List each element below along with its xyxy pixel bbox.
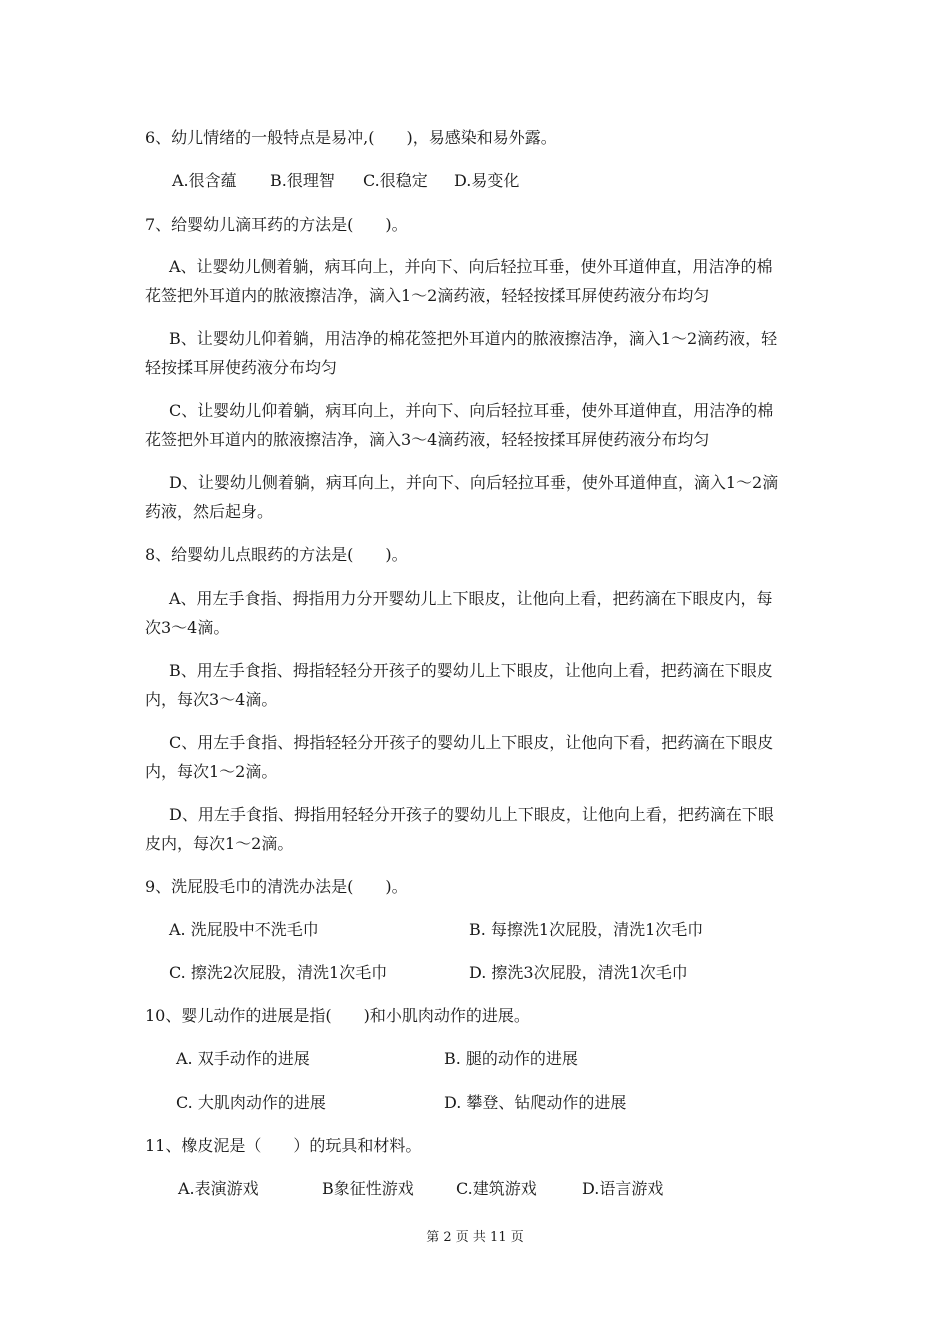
q8-option-b-line1: B、用左手食指、拇指轻轻分开孩子的婴幼儿上下眼皮，让他向上看，把药滴在下眼皮 <box>169 661 773 680</box>
q6-option-d: D.易变化 <box>454 171 520 190</box>
q8-option-d-line2: 皮内，每次1～2滴。 <box>145 834 294 853</box>
q9-option-a: A. 洗屁股中不洗毛巾 <box>169 920 319 939</box>
q7-option-a-line1: A、让婴幼儿侧着躺，病耳向上，并向下、向后轻拉耳垂，使外耳道伸直，用洁净的棉 <box>169 257 773 276</box>
q11-option-b: B象征性游戏 <box>322 1179 414 1198</box>
q11-option-a: A.表演游戏 <box>178 1179 259 1198</box>
q10-option-a: A. 双手动作的进展 <box>176 1049 310 1068</box>
q7-option-d-line2: 药液，然后起身。 <box>145 502 274 521</box>
q8-option-a-line2: 次3～4滴。 <box>145 618 230 637</box>
q6-stem: 6、幼儿情绪的一般特点是易冲,( )，易感染和易外露。 <box>145 128 557 147</box>
q10-option-d: D. 攀登、钻爬动作的进展 <box>444 1093 627 1112</box>
q9-stem: 9、洗屁股毛巾的清洗办法是( )。 <box>145 877 408 896</box>
q11-option-c: C.建筑游戏 <box>456 1179 537 1198</box>
q6-option-a: A.很含蕴 <box>172 171 237 190</box>
q11-option-d: D.语言游戏 <box>582 1179 664 1198</box>
q6-option-c: C.很稳定 <box>363 171 428 190</box>
q7-stem: 7、给婴幼儿滴耳药的方法是( )。 <box>145 215 408 234</box>
q6-option-b: B.很理智 <box>270 171 335 190</box>
q9-option-d: D. 擦洗3次屁股，清洗1次毛巾 <box>469 963 688 982</box>
q7-option-a-line2: 花签把外耳道内的脓液擦洁净，滴入1～2滴药液，轻轻按揉耳屏使药液分布均匀 <box>145 286 710 305</box>
q8-option-c-line2: 内，每次1～2滴。 <box>145 762 278 781</box>
q7-option-c-line1: C、让婴幼儿仰着躺，病耳向上，并向下、向后轻拉耳垂，使外耳道伸直，用洁净的棉 <box>169 401 774 420</box>
q7-option-b-line1: B、让婴幼儿仰着躺，用洁净的棉花签把外耳道内的脓液擦洁净，滴入1～2滴药液，轻 <box>169 329 778 348</box>
q7-option-b-line2: 轻按揉耳屏使药液分布均匀 <box>145 358 338 377</box>
q10-stem: 10、婴儿动作的进展是指( )和小肌肉动作的进展。 <box>145 1006 530 1025</box>
q7-option-d-line1: D、让婴幼儿侧着躺，病耳向上，并向下、向后轻拉耳垂，使外耳道伸直，滴入1～2滴 <box>169 473 779 492</box>
q8-option-a-line1: A、用左手食指、拇指用力分开婴幼儿上下眼皮，让他向上看，把药滴在下眼皮内，每 <box>169 589 773 608</box>
q10-option-c: C. 大肌肉动作的进展 <box>176 1093 326 1112</box>
q9-option-c: C. 擦洗2次屁股，清洗1次毛巾 <box>169 963 388 982</box>
page-number-footer: 第 2 页 共 11 页 <box>426 1230 524 1245</box>
q7-option-c-line2: 花签把外耳道内的脓液擦洁净，滴入3～4滴药液，轻轻按揉耳屏使药液分布均匀 <box>145 430 710 449</box>
q8-option-d-line1: D、用左手食指、拇指用轻轻分开孩子的婴幼儿上下眼皮，让他向上看，把药滴在下眼 <box>169 805 774 824</box>
q8-stem: 8、给婴幼儿点眼药的方法是( )。 <box>145 545 408 564</box>
q11-stem: 11、橡皮泥是（ ）的玩具和材料。 <box>145 1136 422 1155</box>
q8-option-c-line1: C、用左手食指、拇指轻轻分开孩子的婴幼儿上下眼皮，让他向下看，把药滴在下眼皮 <box>169 733 774 752</box>
q10-option-b: B. 腿的动作的进展 <box>444 1049 578 1068</box>
q9-option-b: B. 每擦洗1次屁股，清洗1次毛巾 <box>469 920 704 939</box>
q8-option-b-line2: 内，每次3～4滴。 <box>145 690 278 709</box>
